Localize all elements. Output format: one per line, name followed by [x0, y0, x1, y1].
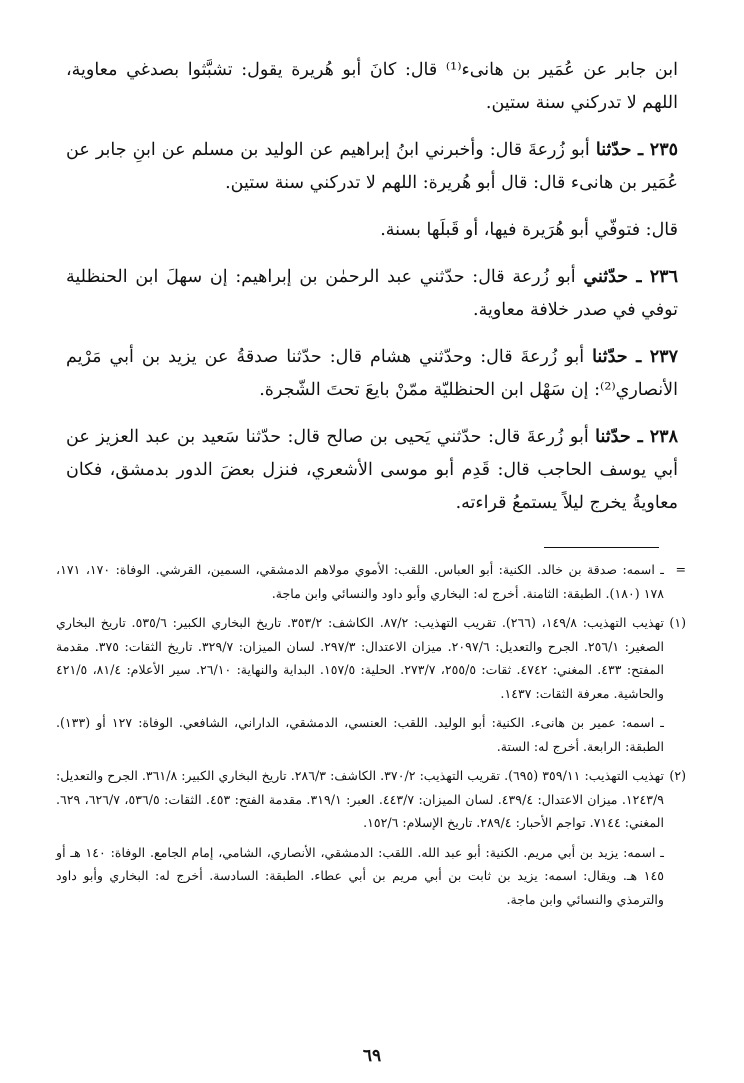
narration-number: ٢٣٦ ـ حدّثني [583, 267, 678, 287]
narration-text: أبو زُرعةَ قال: حدّثني يَحيى بن صالح قال: حدّثنا سَعيد بن عبد العزيز عن أبي يوسف الحاجب قال: قَدِم أبو موسى الأشعري، فنزل بعضَ الدور بدمشق، فكان معاويةُ يخرج ليلاً يستمعُ قراءته. [66, 427, 678, 513]
footnote-continuation [56, 558, 686, 605]
narration-237 [66, 341, 678, 407]
page-number: ٦٩ [362, 1046, 382, 1066]
footnote-2 [56, 764, 686, 911]
narration-text: أبو زُرعةَ قال: وحدّثني هشام قال: حدّثنا صدقةُ عن يزيد بن أبي مَرْيم الأنصاري⁽²⁾: إن سَهْل ابن الحنظليّة ممّنْ بايعَ تحتَ الشّجرة. [66, 347, 678, 400]
footnote-marker: (١) [669, 615, 686, 630]
narration-number: ٢٣٥ ـ حدّثنا [595, 140, 678, 160]
narration-number: ٢٣٧ ـ حدّثنا [592, 347, 678, 367]
narration-238 [66, 421, 678, 520]
narration-235-continued [66, 214, 678, 247]
footnote-marker: = [675, 562, 686, 577]
footnote-separator [544, 547, 659, 548]
footnote-biography: ـ اسمه: عمير بن هانىء. الكنية: أبو الوليد. اللقب: العنسي، الدمشقي، الداراني، الشافعي. الوفاة: ١٢٧ أو (١٣٣). الطبقة: الرابعة. أخرج له: الستة. [56, 715, 664, 754]
narration-236 [66, 261, 678, 327]
footnote-marker: (٢) [669, 768, 686, 783]
footnote-text: تهذيب التهذيب: ١٤٩/٨، (٢٦٦). تقريب التهذيب: ٨٧/٢. الكاشف: ٣٥٣/٢. تاريخ البخاري الكبير: ٥٣٥/٦. تاريخ البخاري الصغير: ٢٥٦/١. الجرح والتعديل: ٢٠٩٧/٦. ميزان الاعتدال: ٢٩٧/٣. لسان الميزان: ٣٢٩/٧. تاريخ الثقات: ٣٧٥. مقدمة المفتح: ٤٣٣. المغني: ٤٧٤٢. ثقات: ٢٥٥/٥، ٢٧٣/٧. الحلية: ١٥٧/٥. البداية والنهاية: ٢٦/١٠. سير الأعلام: ٨١/٤، ٤٢١/٥ والحاشية. معرفة الثقات: ١٤٣٧. [56, 615, 664, 701]
main-text [66, 54, 678, 534]
intro-paragraph: ابن جابر عن عُمَير بن هانىء⁽¹⁾ قال: كانَ أبو هُريرة يقول: تشبَّثوا بصدغي معاوية، اللهم لا تدركني سنة ستين. [66, 60, 678, 113]
narration-text: أبو زُرعة قال: حدّثني عبد الرحمٰن بن إبراهيم: إن سهلَ ابن الحنظلية توفي في صدر خلافة معاوية. [66, 267, 678, 320]
narration-text: أبو زُرعةَ قال: وأخبرني ابنُ إبراهيم عن الوليد بن مسلم عن ابنِ جابر عن عُمَير بن هانىء قال: قال أبو هُريرة: اللهم لا تدركني سنة ستين. [66, 140, 678, 193]
footnotes [56, 558, 686, 917]
narration-text: قال: فتوفّي أبو هُرَيرة فيها، أو قَبلَها بسنة. [380, 220, 678, 240]
narration-235 [66, 134, 678, 200]
footnote-text: تهذيب التهذيب: ٣٥٩/١١ (٦٩٥). تقريب التهذيب: ٣٧٠/٢. الكاشف: ٢٨٦/٣. تاريخ البخاري الكبير: ٣٦١/٨. الجرح والتعديل: ١٢٤٣/٩. ميزان الاعتدال: ٤٣٩/٤. لسان الميزان: ٤٤٣/٧. العبر: ٣١٩/١. مقدمة الفتح: ٤٥٣. الثقات: ٥٣٦/٥، ٦٢٦/٧، ٦٢٩. المغني: ٧١٤٤. تواجم الأحبار: ٢٨٩/٤. تاريخ الإسلام: ١٥٢/٦. [56, 768, 664, 830]
footnote-1 [56, 611, 686, 758]
footnote-biography: ـ اسمه: يزيد بن أبي مريم. الكنية: أبو عبد الله. اللقب: الدمشقي، الأنصاري، الشامي، إمام الجامع. الوفاة: ١٤٠ هـ أو ١٤٥ هـ. ويقال: اسمه: يزيد بن ثابت بن أبي مريم بن أبي عطاء. الطبقة: السادسة. أخرج له: البخاري وأبو داود والترمذي والنسائي وابن ماجة. [56, 844, 664, 907]
narration-number: ٢٣٨ ـ حدّثنا [595, 427, 678, 447]
footnote-text: ـ اسمه: صدقة بن خالد. الكنية: أبو العباس. اللقب: الأموي مولاهم الدمشقي، السمين، القرشي. الوفاة: ١٧٠، ١٧١، ١٧٨ (١٨٠). الطبقة: الثامنة. أخرج له: البخاري وأبو داود والنسائي وابن ماجة. [56, 562, 664, 601]
